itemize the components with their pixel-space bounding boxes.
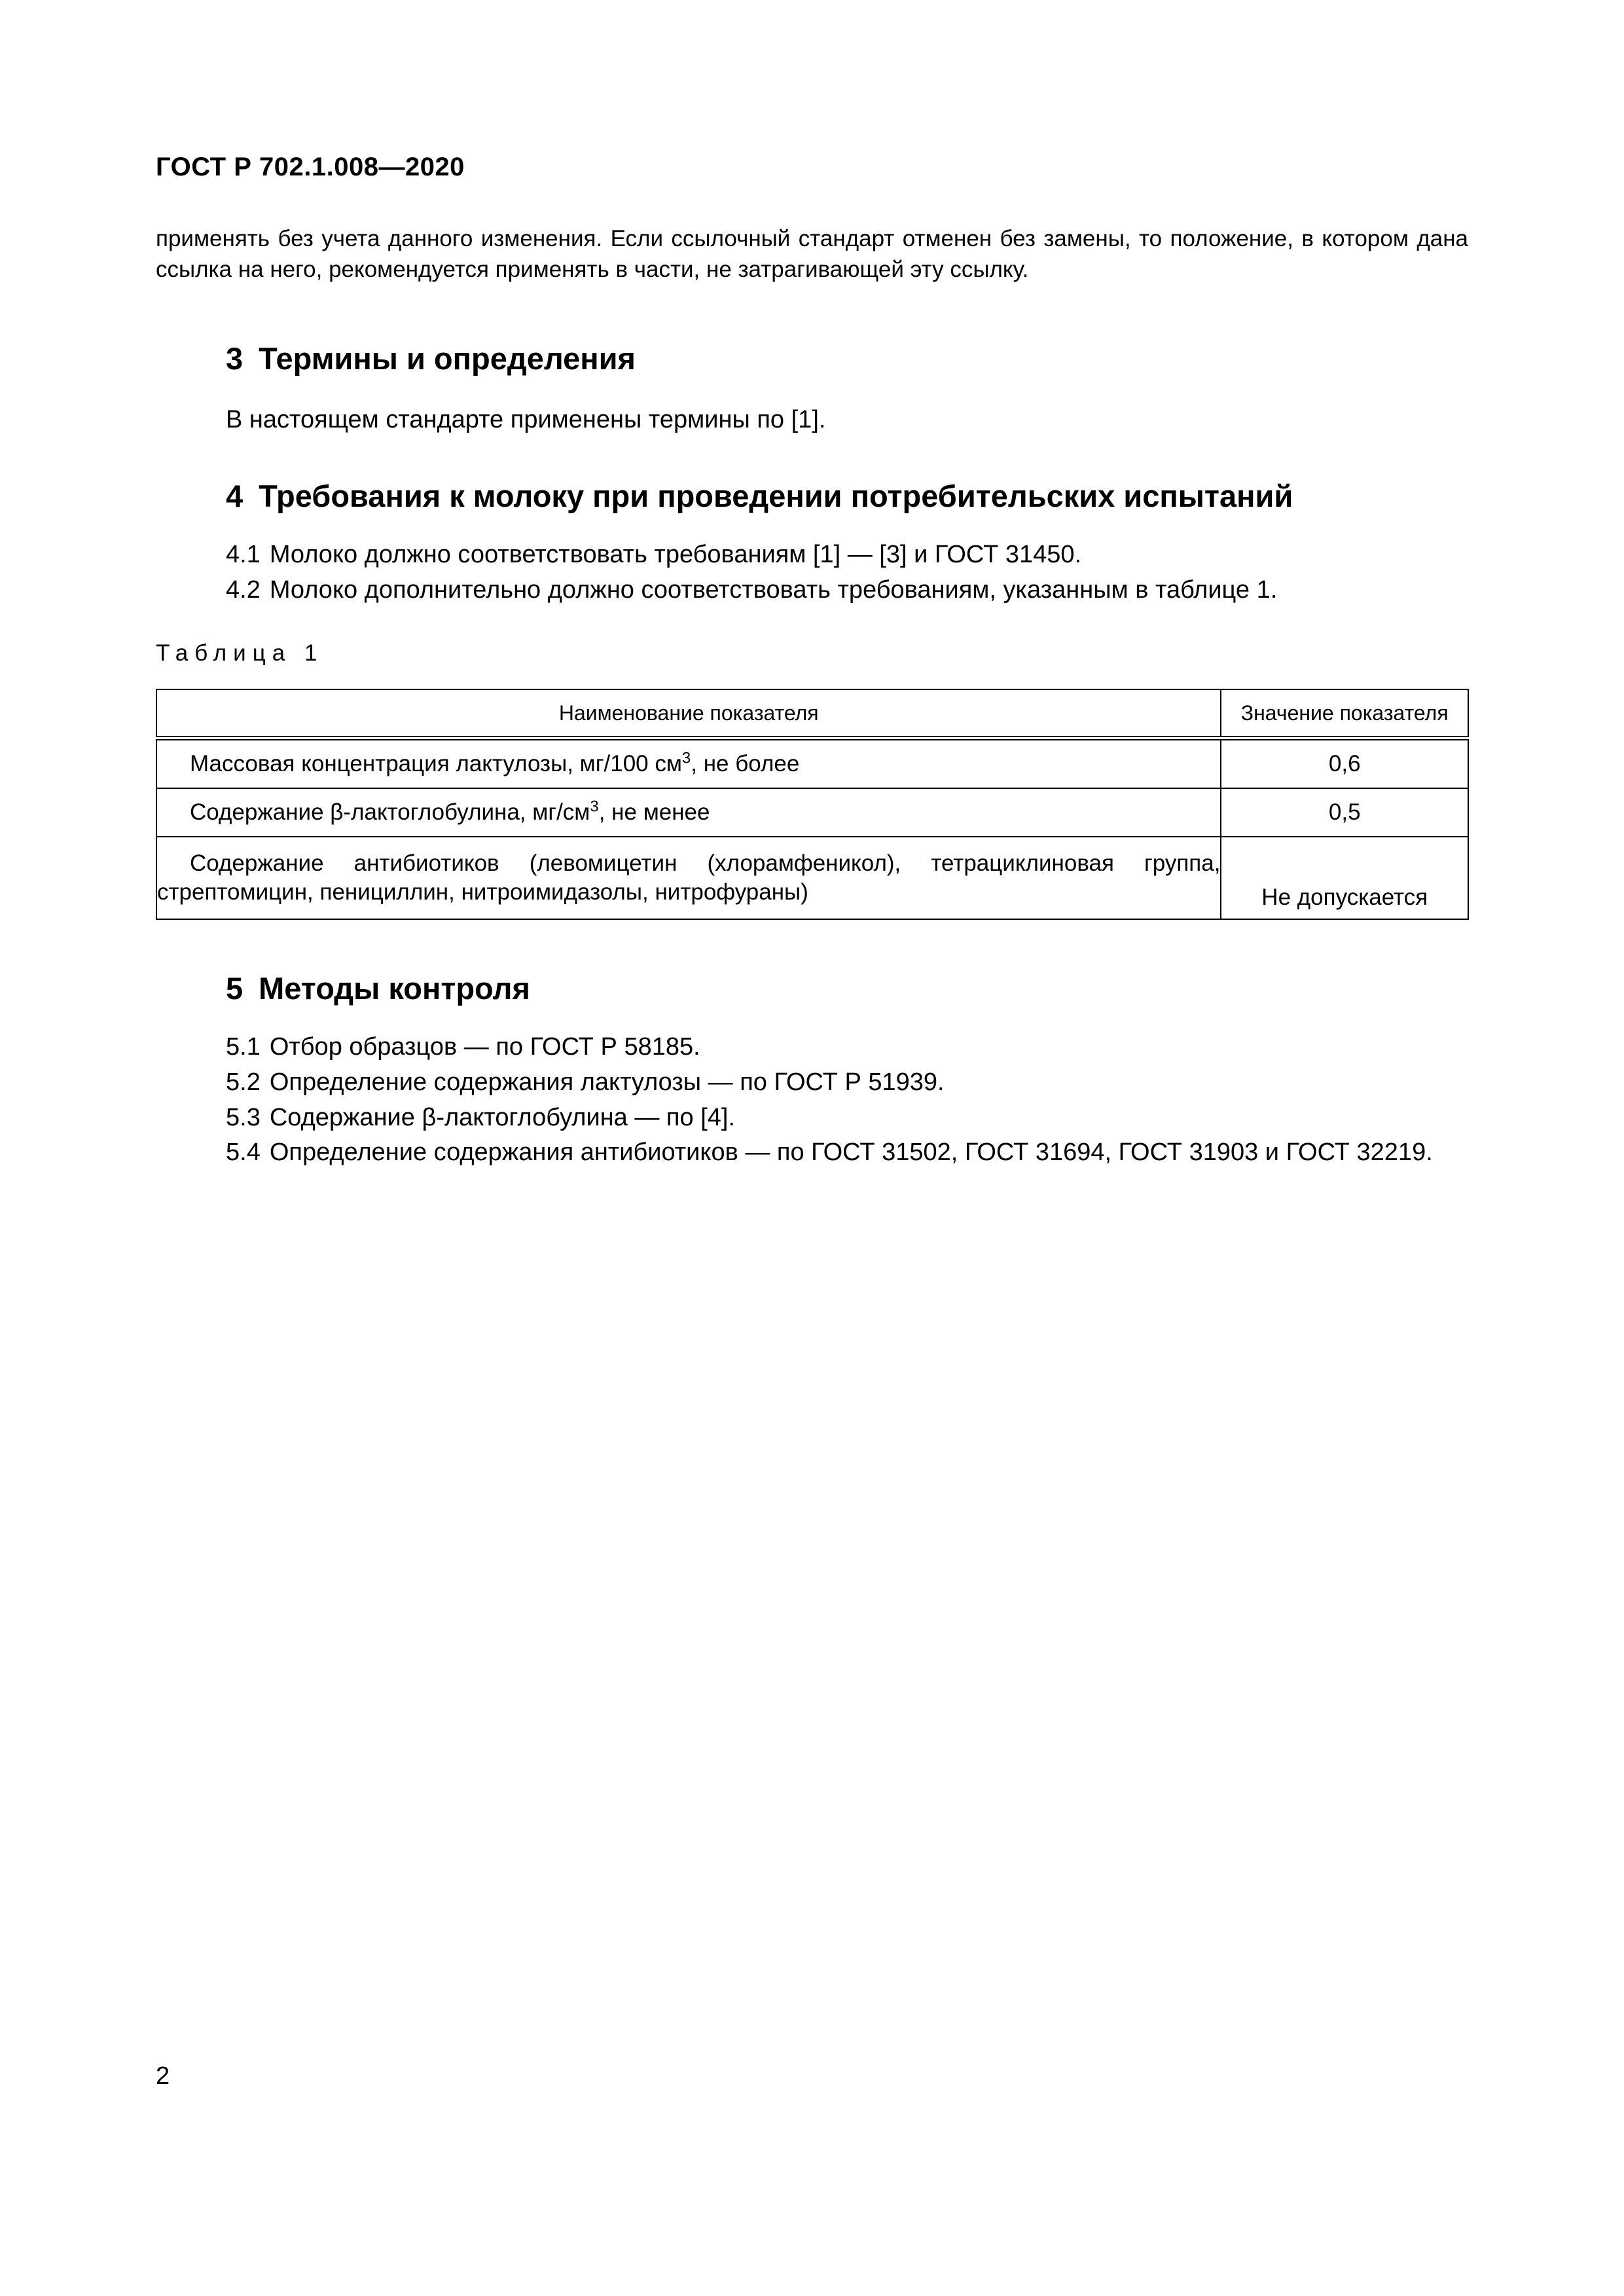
section-5-number: 5 (226, 971, 244, 1006)
clause-5-2 (226, 1068, 945, 1097)
clause-text: Содержание β-лактоглобулина — по [4]. (269, 1104, 736, 1131)
section-3-title: Термины и определения (259, 341, 636, 376)
requirements-table (156, 689, 1469, 920)
table-header-value: Значение показателя (1221, 689, 1468, 738)
section-4-number: 4 (226, 479, 244, 513)
table-cell-name (156, 788, 1221, 837)
section-4-heading (226, 478, 1293, 514)
clause-4-1 (226, 541, 1081, 569)
row-name-text: Массовая концентрация лактулозы, мг/100 см (190, 751, 682, 776)
clause-5-1 (226, 1033, 700, 1061)
clause-text: Определение содержания лактулозы — по ГОСТ Р 51939. (269, 1068, 945, 1096)
clause-number: 5.4 (226, 1139, 261, 1166)
clause-text: Отбор образцов — по ГОСТ Р 58185. (269, 1033, 700, 1061)
page-number: 2 (156, 2062, 170, 2090)
clause-text: Молоко дополнительно должно соответствовать требованиям, указанным в таблице 1. (269, 576, 1278, 604)
row-name-suffix: , не менее (598, 799, 710, 825)
row-name-suffix: , не более (691, 751, 800, 776)
table-cell-value: 0,5 (1221, 788, 1468, 837)
table-header-row (156, 689, 1468, 738)
table-row (156, 788, 1468, 837)
clause-number: 5.3 (226, 1104, 261, 1131)
clause-text: Определение содержания антибиотиков — по ГОСТ 31502, ГОСТ 31694, ГОСТ 31903 и ГОСТ 32219. (269, 1139, 1433, 1166)
table-cell-value: 0,6 (1221, 738, 1468, 789)
clause-text: Молоко должно соответствовать требованиям [1] — [3] и ГОСТ 31450. (269, 541, 1082, 568)
table-row (156, 738, 1468, 789)
document-header-code: ГОСТ Р 702.1.008—2020 (156, 153, 465, 181)
section-4-title: Требования к молоку при проведении потребительских испытаний (259, 479, 1293, 513)
clause-5-3 (226, 1104, 735, 1132)
row-name-text: Содержание β-лактоглобулина, мг/см (190, 799, 590, 825)
table-cell-name (156, 837, 1221, 919)
clause-number: 4.2 (226, 576, 261, 604)
clause-number: 5.1 (226, 1033, 261, 1061)
section-5-title: Методы контроля (259, 971, 530, 1006)
section-5-heading (226, 970, 530, 1006)
section-3-number: 3 (226, 341, 244, 376)
table-header-name: Наименование показателя (156, 689, 1221, 738)
clause-4-2 (226, 576, 1277, 604)
continuation-paragraph: применять без учета данного изменения. Если ссылочный стандарт отменен без замены, то положение, в котором дана ссылка на него, рекомендуется применять в части, не затрагивающей эту ссылку. (156, 226, 1468, 282)
section-3-heading (226, 340, 636, 376)
clause-number: 5.2 (226, 1068, 261, 1096)
row-name-text: Содержание антибиотиков (левомицетин (хлорамфеникол), тетрациклиновая группа, стрептомицин, пенициллин, нитроимидазолы, нитрофураны) (157, 850, 1221, 905)
clause-number: 4.1 (226, 541, 261, 568)
table-row (156, 837, 1468, 919)
row-superscript: 3 (590, 797, 599, 816)
clause-5-4 (156, 1135, 1468, 1169)
section-3-text: В настоящем стандарте применены термины по [1]. (226, 406, 826, 433)
row-superscript: 3 (681, 749, 691, 767)
table-cell-name (156, 738, 1221, 789)
table-cell-value: Не допускается (1221, 837, 1468, 919)
table-caption: Таблица 1 (156, 640, 324, 666)
